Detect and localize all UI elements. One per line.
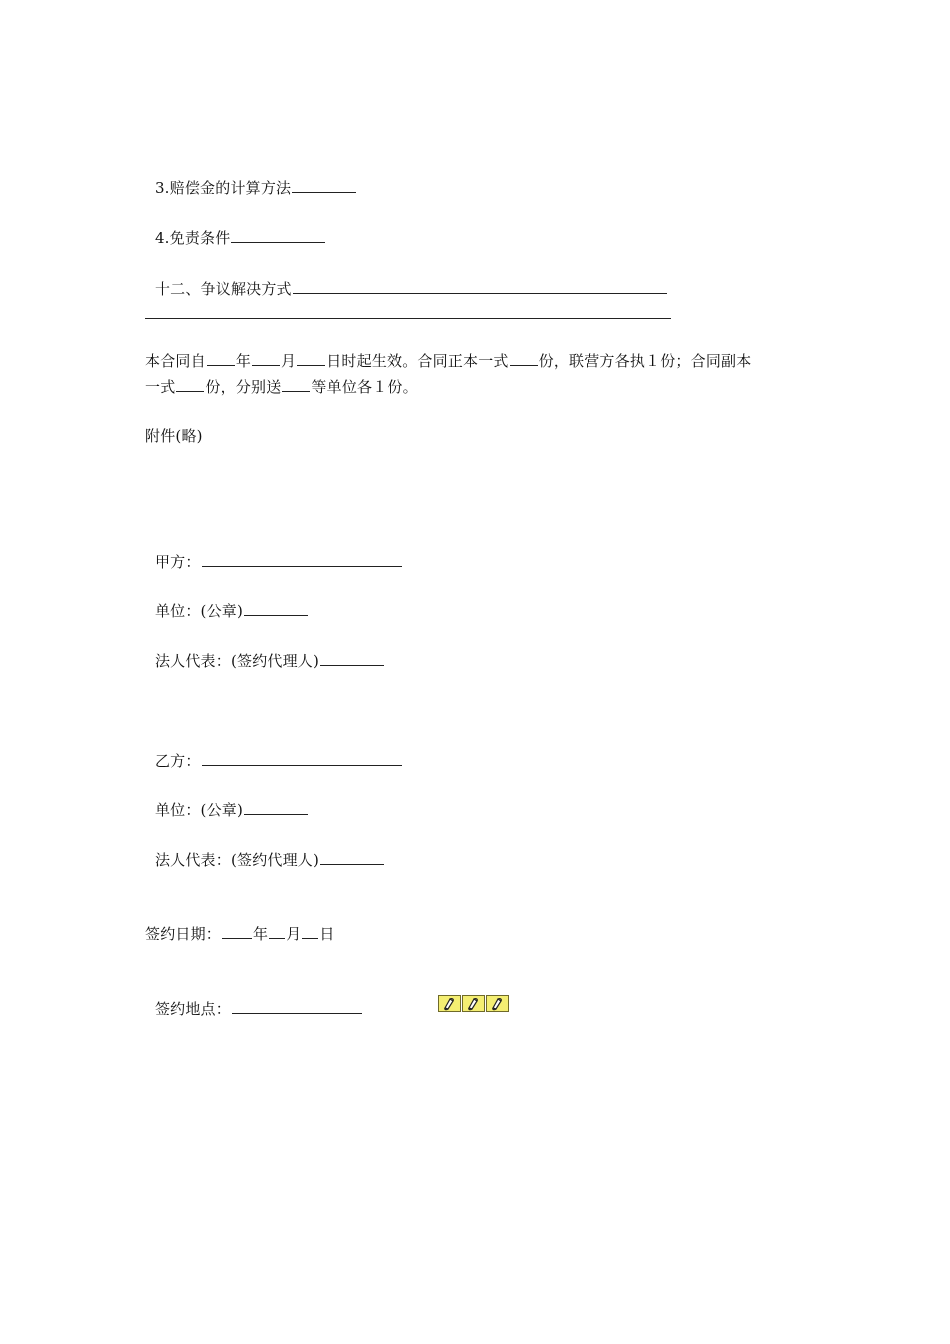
party-b-rep-blank[interactable] [320,847,384,865]
scroll-icon-graphic [465,997,482,1011]
signing-day-unit: 日 [319,925,335,943]
signing-place-line [145,970,363,1022]
scroll-icon-graphic [441,997,458,1011]
party-b-unit-line [145,771,309,823]
validity-text: 月 [281,352,297,370]
dispute-resolution-line [145,250,668,302]
decoration-strip [438,995,509,1012]
signing-year-unit: 年 [253,925,269,943]
party-a-rep-blank[interactable] [320,648,384,666]
exemption-blank[interactable] [231,225,325,243]
signing-year-blank[interactable] [222,921,252,939]
duplicate-copies-blank[interactable] [176,374,204,392]
party-a-label: 甲方： [154,553,201,571]
dispute-resolution-title: 十二、争议解决方式 [154,280,292,298]
compensation-method-blank[interactable] [292,175,356,193]
party-a-unit-label: 单位：(公章) [154,602,244,620]
compensation-method-label: 3.赔偿金的计算方法 [154,179,292,197]
validity-text: 一式 [145,378,176,396]
exemption-line [145,199,326,251]
party-a-blank[interactable] [202,549,402,567]
attachment-note: 附件(略) [145,427,203,445]
signing-date-label: 签约日期： [145,925,222,943]
dispute-resolution-blank-continued[interactable] [145,318,671,319]
party-b-blank[interactable] [202,748,402,766]
compensation-method-line [145,149,357,201]
signing-day-blank[interactable] [302,921,318,939]
party-a-rep-label: 法人代表：(签约代理人) [154,652,320,670]
party-a-line [145,523,403,575]
party-b-rep-label: 法人代表：(签约代理人) [154,851,320,869]
scroll-icon [438,995,461,1012]
exemption-label: 4.免责条件 [154,229,231,247]
dispute-resolution-blank[interactable] [293,276,667,294]
validity-text: 份，联营方各执１份；合同副本 [538,352,752,370]
party-a-unit-blank[interactable] [244,598,308,616]
validity-text: 年 [235,352,252,370]
party-b-label: 乙方： [154,752,201,770]
party-a-rep-line [145,622,385,674]
original-copies-blank[interactable] [510,348,538,366]
validity-year-blank[interactable] [207,348,235,366]
signing-date-line [145,921,335,947]
validity-text: 本合同自 [145,352,206,370]
validity-text: 日时起生效。合同正本一式 [326,352,509,370]
validity-text: 等单位各１份。 [311,378,418,396]
party-b-line [145,722,403,774]
signing-place-blank[interactable] [232,996,362,1014]
signing-month-blank[interactable] [269,921,285,939]
party-a-unit-line [145,572,309,624]
party-b-unit-label: 单位：(公章) [154,801,244,819]
validity-month-blank[interactable] [252,348,280,366]
signing-month-unit: 月 [286,925,302,943]
signing-place-label: 签约地点： [154,1000,231,1018]
recipient-units-blank[interactable] [282,374,310,392]
party-b-rep-line [145,821,385,873]
validity-text: 份，分别送 [205,378,282,396]
validity-line-1 [145,348,751,374]
validity-day-blank[interactable] [297,348,325,366]
party-b-unit-blank[interactable] [244,797,308,815]
scroll-icon [486,995,509,1012]
validity-line-2 [145,374,418,400]
scroll-icon-graphic [489,997,506,1011]
scroll-icon [462,995,485,1012]
